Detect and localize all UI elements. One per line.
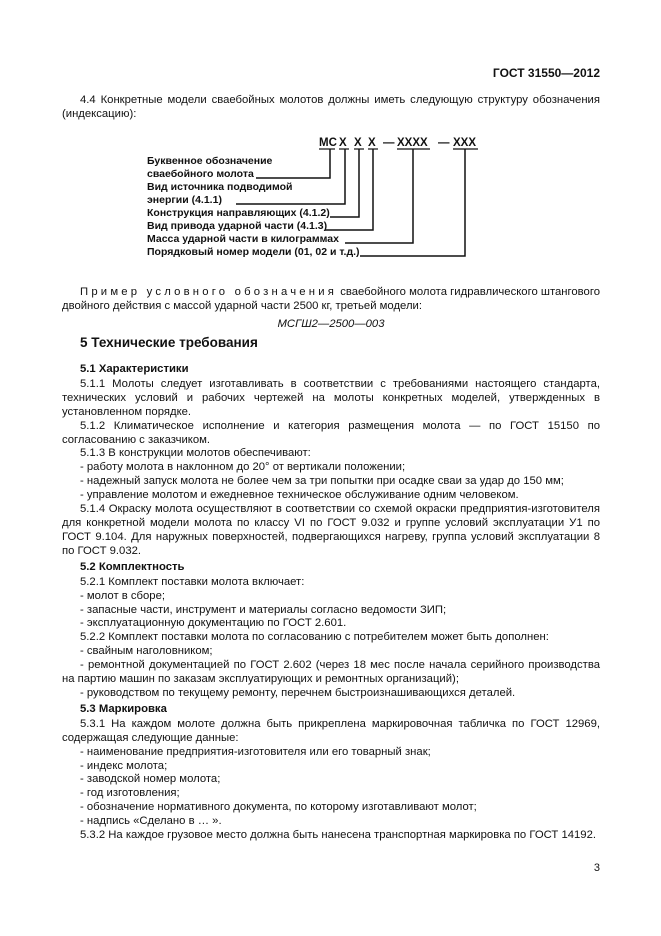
paragraph-5-1-1: 5.1.1 Молоты следует изготавливать в соответствии с требованиями настоящего стандарта, технических условий и рабочих чертежей на молоты конкретных моделей, утвержденных в установленном порядке. xyxy=(62,377,600,418)
code-dash1: — xyxy=(383,137,395,149)
paragraph-5-3-2: 5.3.2 На каждое грузовое место должна быть нанесена транспортная маркировка по ГОСТ 14192. xyxy=(80,829,596,842)
label-letter-designation-2: сваебойного молота xyxy=(147,168,254,180)
code-x3: Х xyxy=(368,137,376,149)
label-letter-designation-1: Буквенное обозначение xyxy=(147,155,273,167)
code-mc: МС xyxy=(319,137,337,149)
label-guides: Конструкция направляющих (4.1.2) xyxy=(147,207,330,219)
section-5-3-title: 5.3 Маркировка xyxy=(80,702,167,715)
document-id-header: ГОСТ 31550—2012 xyxy=(492,66,600,80)
label-drive: Вид привода ударной части (4.1.3) xyxy=(147,220,328,232)
leader-xxxx xyxy=(345,149,413,243)
leader-x3 xyxy=(325,149,373,230)
example-code: МСГШ2—2500—003 xyxy=(277,317,385,330)
list-item: - индекс молота; xyxy=(80,759,168,772)
paragraph-5-2-2: 5.2.2 Комплект поставки молота по согласованию с потребителем может быть дополнен: xyxy=(80,631,549,644)
list-item: - надежный запуск молота не более чем за три попытки при осадке сваи за удар до 150 мм; xyxy=(80,475,564,488)
paragraph-5-2-1: 5.2.1 Комплект поставки молота включает: xyxy=(80,575,305,588)
paragraph-4-4: 4.4 Конкретные модели сваебойных молотов должны иметь следующую структуру обозначения (индексацию): xyxy=(62,94,600,120)
list-item: - эксплуатационную документацию по ГОСТ 2.601. xyxy=(80,617,347,630)
list-item: - работу молота в наклонном до 20° от вертикали положении; xyxy=(80,461,406,474)
designation-structure-diagram xyxy=(0,0,661,270)
label-model-number: Порядковый номер модели (01, 02 и т.д.) xyxy=(147,246,360,258)
list-item: - наименование предприятия-изготовителя или его товарный знак; xyxy=(80,745,431,758)
code-xxxx: ХХХХ xyxy=(397,137,428,149)
list-item: - надпись «Сделано в … ». xyxy=(80,815,222,828)
label-energy-source-2: энергии (4.1.1) xyxy=(147,194,222,206)
paragraph-5-1-3: 5.1.3 В конструкции молотов обеспечивают: xyxy=(80,447,311,460)
label-mass: Масса ударной части в килограммах xyxy=(147,233,339,245)
list-item: - свайным наголовником; xyxy=(80,645,213,658)
example-lead: Пример условного обозначения xyxy=(80,286,338,298)
code-x1: Х xyxy=(339,137,347,149)
list-item: - молот в сборе; xyxy=(80,589,166,602)
section-5-title: 5 Технические требования xyxy=(80,335,258,350)
section-5-2-title: 5.2 Комплектность xyxy=(80,560,185,573)
list-item: - обозначение нормативного документа, по которому изготавливают молот; xyxy=(80,801,477,814)
label-energy-source-1: Вид источника подводимой xyxy=(147,181,293,193)
list-item: - заводской номер молота; xyxy=(80,773,221,786)
section-5-1-title: 5.1 Характеристики xyxy=(80,362,189,375)
list-item: - руководством по текущему ремонту, перечнем быстроизнашивающихся деталей. xyxy=(80,686,516,699)
page-number: 3 xyxy=(593,862,600,874)
paragraph-5-1-4: 5.1.4 Окраску молота осуществляют в соответствии со схемой окраски предприятия-изготовителя для конкретной модели молота по классу VI по ГОСТ 9.032 и группе условий эксплуатации У1 по ГОСТ 9.104. Для наружных поверхностей, подвергающихся нагреву, группа условий эксплуатации 8 по ГОСТ 9.032. xyxy=(62,503,600,557)
code-xxx: ХХХ xyxy=(453,137,477,149)
example-text: сваебойного молота гидравлического штангового двойного действия с массой ударной части 2500 кг, третьей модели: xyxy=(62,286,600,312)
code-dash2: — xyxy=(438,137,450,149)
code-x2: Х xyxy=(354,137,362,149)
list-item: - управление молотом и ежедневное техническое обслуживание одним человеком. xyxy=(80,489,519,502)
paragraph-5-3-1: 5.3.1 На каждом молоте должна быть прикреплена маркировочная табличка по ГОСТ 12969, содержащая следующие данные: xyxy=(62,717,600,744)
example-block xyxy=(62,286,600,332)
list-item: - ремонтной документацией по ГОСТ 2.602 (через 18 мес после начала серийного производства на партию машин по заказам эксплуатирующих и ремонтных организаций); xyxy=(62,659,600,686)
list-item: - запасные части, инструмент и материалы согласно ведомости ЗИП; xyxy=(80,603,447,616)
paragraph-5-1-2: 5.1.2 Климатическое исполнение и категория размещения молота — по ГОСТ 15150 по согласованию с заказчиком. xyxy=(62,419,600,446)
list-item: - год изготовления; xyxy=(80,787,180,800)
section-5 xyxy=(62,336,600,843)
